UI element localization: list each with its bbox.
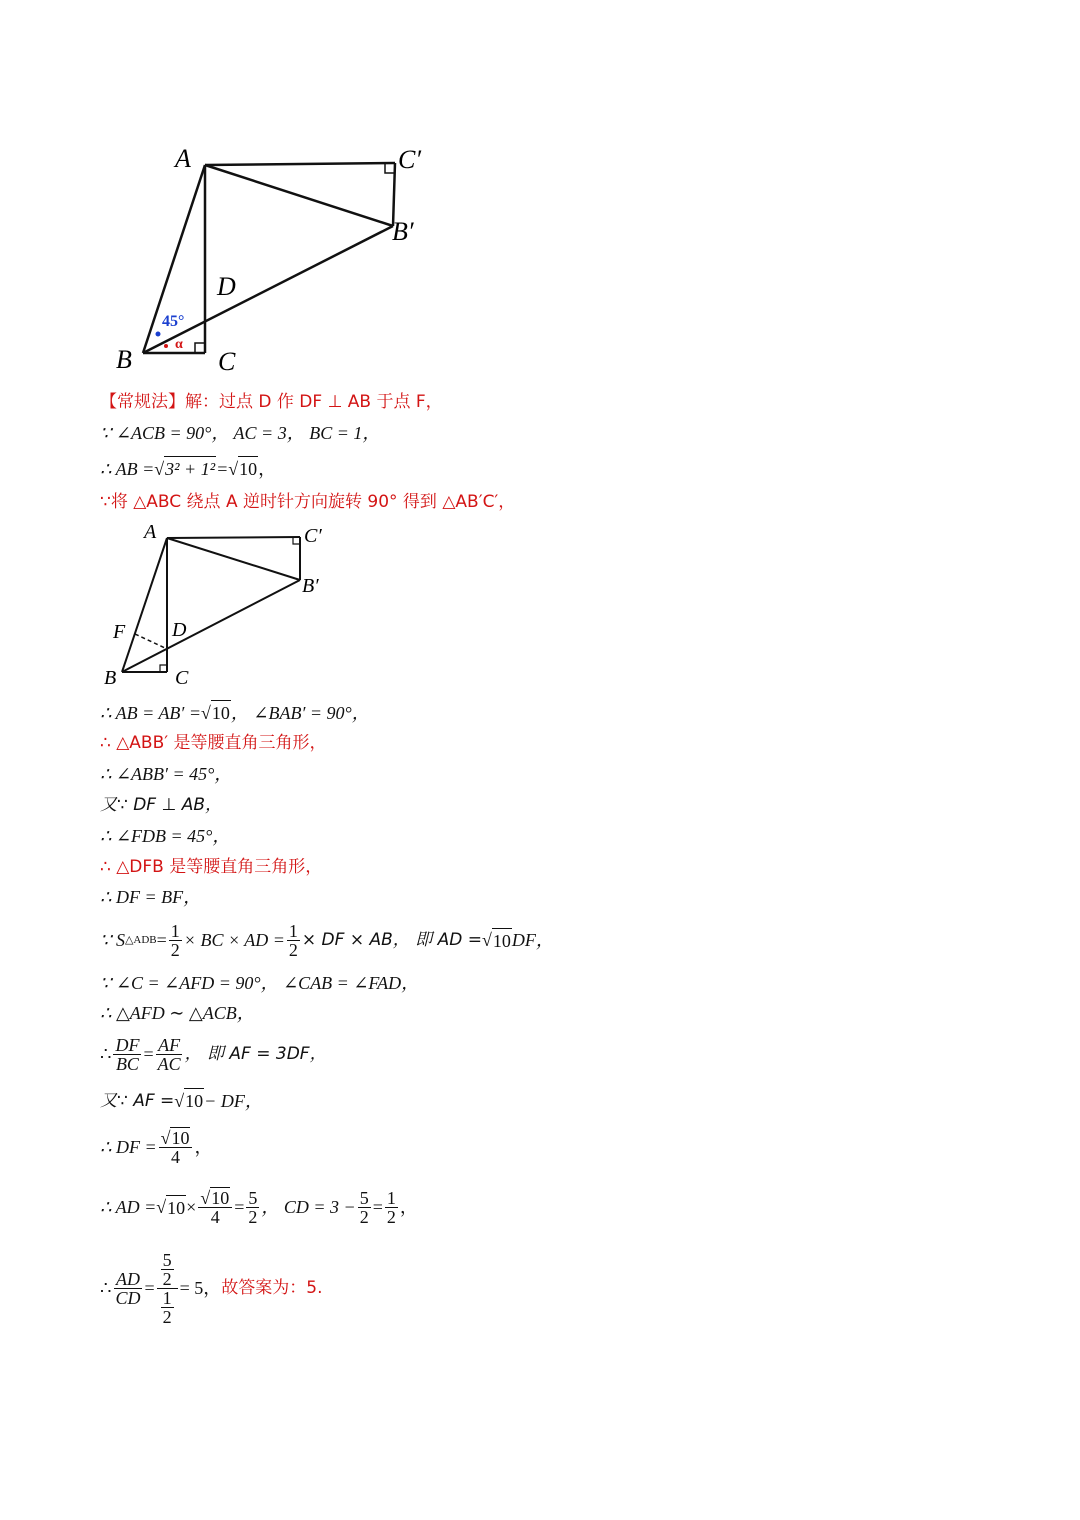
label-F: F bbox=[113, 621, 126, 643]
line-rotation: ∵将 △ABC 绕点 A 逆时针方向旋转 90° 得到 △AB′C′， bbox=[100, 492, 516, 512]
label-A: A bbox=[175, 144, 191, 173]
label-C: C bbox=[175, 667, 189, 689]
line-ab-length: ∴ AB = √ 3² + 1² = √ 10 ， bbox=[100, 456, 276, 481]
line-isosceles-abb: ∴ △ABB′ 是等腰直角三角形， bbox=[100, 733, 327, 753]
line-ratio: ∴ $\frac{DF}{BC}$ = $\frac{AF}{AC}$ ， 即 AF = 3DF， bbox=[100, 1034, 327, 1074]
label-B: B bbox=[104, 667, 117, 689]
figure-rotation-main bbox=[100, 130, 460, 380]
label-D: D bbox=[172, 619, 187, 641]
label-D: D bbox=[217, 272, 236, 301]
line-method-heading: 【常规法】解：过点 D 作 DF ⊥ AB 于点 F， bbox=[100, 392, 443, 412]
line-isosceles-dfb: ∴ △DFB 是等腰直角三角形， bbox=[100, 857, 323, 877]
line-ab-equals-ab-prime: ∴ AB = AB′ = √ 10 ， ∠BAB′ = 90°， bbox=[100, 700, 370, 725]
line-angles-equal: ∵ ∠C = ∠AFD = 90°， ∠CAB = ∠FAD， bbox=[100, 973, 420, 993]
label-C-prime: C′ bbox=[304, 525, 322, 547]
label-B: B bbox=[116, 345, 132, 374]
segment-BB-prime bbox=[143, 226, 393, 353]
line-angle-fdb: ∴ ∠FDB = 45°， bbox=[100, 826, 231, 846]
figure-rotation-with-F bbox=[100, 520, 340, 690]
line-final-ratio: ∴ $\frac{AD}{CD}$ = $\frac{\frac{5}{2}}{\frac{1}{2}}$ = 5， 故答案为：5. bbox=[100, 1249, 323, 1327]
line-angle-abb: ∴ ∠ABB′ = 45°， bbox=[100, 764, 233, 784]
line-df-equals-bf: ∴ DF = BF， bbox=[100, 887, 202, 907]
segment-DF-dashed bbox=[135, 634, 165, 648]
label-B-prime: B′ bbox=[302, 575, 319, 597]
segment-AC-prime bbox=[205, 163, 395, 165]
line-similar-triangles: ∴ △AFD ∼ △ACB， bbox=[100, 1003, 255, 1023]
line-area-adb: ∵ S △ADB = $\frac{1}{2}$ × BC × AD = $\frac{1}{2}$ × DF × AB， 即 AD = √ 10 DF， bbox=[100, 920, 554, 960]
label-A: A bbox=[144, 521, 157, 543]
line-ad-cd-values: ∴ AD = √ 10 × $\frac{√10}{4}$ = $\frac{5}{2}$ ， CD = 3 − $\frac{5}{2}$ = $\frac{1}{2}$ ， bbox=[100, 1187, 418, 1227]
line-df-perp-ab: 又∵ DF ⊥ AB， bbox=[100, 795, 222, 815]
answer-text: 故答案为：5. bbox=[221, 1278, 323, 1298]
label-B-prime: B′ bbox=[392, 217, 414, 246]
line-given: ∵ ∠ACB = 90°， AC = 3， BC = 1， bbox=[100, 423, 381, 443]
label-alpha: α bbox=[175, 337, 183, 352]
line-df-value: ∴ DF = $\frac{√10}{4}$ ， bbox=[100, 1127, 213, 1167]
right-angle-C bbox=[195, 343, 205, 353]
line-af-expression: 又∵ AF = √ 10 − DF， bbox=[100, 1088, 263, 1113]
angle-dot-alpha bbox=[164, 344, 168, 348]
segment-AB-prime bbox=[205, 165, 393, 226]
label-C-prime: C′ bbox=[398, 145, 422, 174]
angle-dot-45 bbox=[156, 332, 161, 337]
label-angle-45: 45° bbox=[162, 313, 185, 330]
label-C: C bbox=[218, 347, 236, 376]
